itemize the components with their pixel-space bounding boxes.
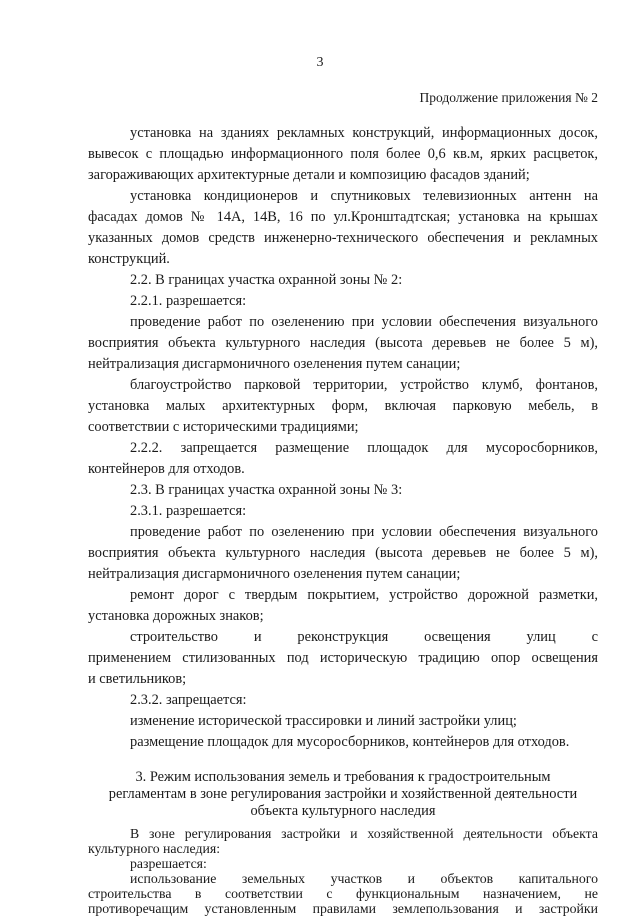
text-line: культурного наследия: <box>88 841 221 856</box>
text-line: указанных домов средств инженерно-технического обеспечения и рекламных <box>88 230 598 246</box>
text-line: использование земельных участков и объектов капитального <box>130 871 598 886</box>
text-line: ремонт дорог с твердым покрытием, устройство дорожной разметки, <box>130 587 598 603</box>
section-heading: 2.3. В границах участка охранной зоны № 3: <box>130 482 403 498</box>
section-title: 3. Режим использования земель и требования к градостроительным <box>135 769 551 785</box>
text-line: и светильников; <box>88 671 187 687</box>
page-number: 3 <box>316 55 324 70</box>
section-title: объекта культурного наследия <box>250 803 436 819</box>
subsection-heading: 2.3.2. запрещается: <box>130 692 247 708</box>
text-line: противоречащим установленным правилами землепользования и застройки <box>88 901 598 916</box>
text-line: контейнеров для отходов. <box>88 461 245 477</box>
header-note: Продолжение приложения № 2 <box>419 90 598 105</box>
subsection-heading: 2.3.1. разрешается: <box>130 503 247 519</box>
text-line: фасадах домов № 14А, 14В, 16 по ул.Кронштадтская; установка на крышах <box>88 209 598 225</box>
text-line: соответствии с историческими традициями; <box>88 419 359 435</box>
subsection-heading: 2.2.1. разрешается: <box>130 293 247 309</box>
text-line: установка на зданиях рекламных конструкций, информационных досок, <box>130 125 598 141</box>
text-line: нейтрализация дисгармоничного озеленения путем санации; <box>88 356 461 372</box>
text-line: изменение исторической трассировки и линий застройки улиц; <box>130 713 517 729</box>
text-line: установка дорожных знаков; <box>88 608 264 624</box>
text-line: размещение площадок для мусоросборников, контейнеров для отходов. <box>130 734 570 750</box>
text-line: вывесок с площадью информационного поля более 0,6 кв.м, ярких расцветок, <box>88 146 598 162</box>
text-line: конструкций. <box>88 251 170 267</box>
text-line: применением стилизованных под историческую традицию опор освещения <box>88 650 598 666</box>
text-line: восприятия объекта культурного наследия (высота деревьев не более 5 м), <box>88 545 598 561</box>
text-line: проведение работ по озеленению при условии обеспечения визуального <box>130 524 598 540</box>
text-line: установка кондиционеров и спутниковых телевизионных антенн на <box>130 188 598 204</box>
text-line: установка малых архитектурных форм, включая парковую мебель, в <box>88 398 598 414</box>
text-line: 2.2.2. запрещается размещение площадок для мусоросборников, <box>130 440 598 456</box>
text-line: проведение работ по озеленению при условии обеспечения визуального <box>130 314 598 330</box>
text-line: благоустройство парковой территории, устройство клумб, фонтанов, <box>130 377 598 393</box>
text-line: В зоне регулирования застройки и хозяйственной деятельности объекта <box>130 826 598 841</box>
section-title: регламентам в зоне регулирования застройки и хозяйственной деятельности <box>108 786 578 802</box>
text-line: разрешается: <box>130 856 207 871</box>
text-line: строительства в соответствии с функциональным назначением, не <box>88 886 598 901</box>
text-line: строительство и реконструкция освещения улиц с <box>130 629 598 645</box>
text-line: загораживающих архитектурные детали и композицию фасадов зданий; <box>88 167 530 183</box>
text-line: нейтрализация дисгармоничного озеленения путем санации; <box>88 566 461 582</box>
text-line: восприятия объекта культурного наследия (высота деревьев не более 5 м), <box>88 335 598 351</box>
section-heading: 2.2. В границах участка охранной зоны № 2: <box>130 272 403 288</box>
